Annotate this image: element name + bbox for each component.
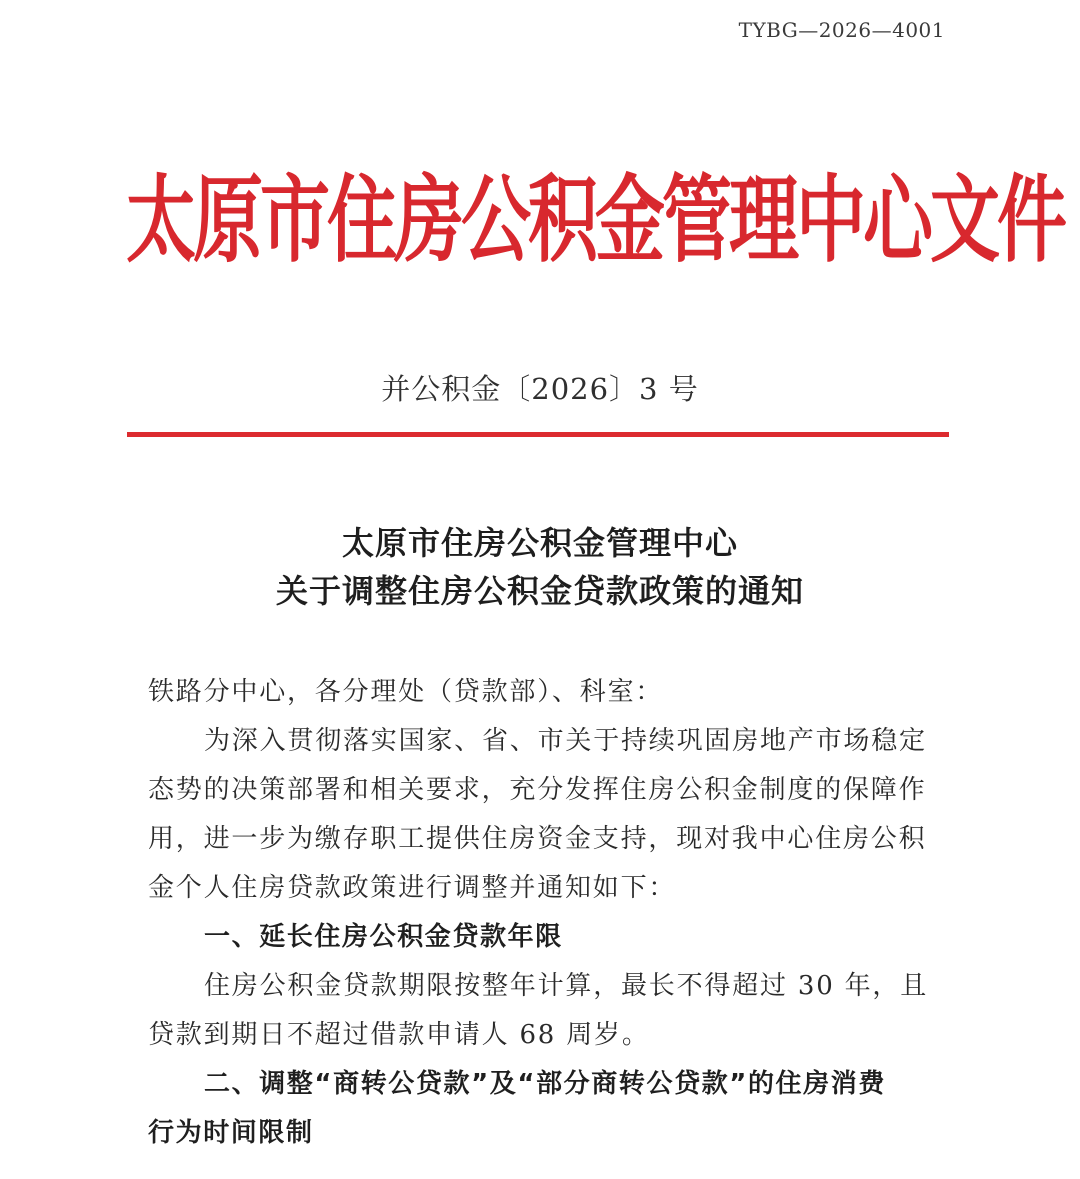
intro-line: 态势的决策部署和相关要求，充分发挥住房公积金制度的保障作 bbox=[148, 775, 927, 805]
section-1-heading: 一、延长住房公积金贷款年限 bbox=[204, 922, 563, 952]
document-code: TYBG—2026—4001 bbox=[738, 18, 945, 42]
section-2-heading-line: 行为时间限制 bbox=[148, 1118, 314, 1148]
red-divider-line bbox=[127, 432, 949, 437]
section-1-text-line: 贷款到期日不超过借款申请人 68 周岁。 bbox=[148, 1020, 650, 1050]
document-number: 并公积金〔2026〕3 号 bbox=[381, 372, 699, 406]
section-1-text-line: 住房公积金贷款期限按整年计算，最长不得超过 30 年，且 bbox=[204, 971, 929, 1001]
notice-title-line-2: 关于调整住房公积金贷款政策的通知 bbox=[275, 572, 804, 610]
intro-line: 用，进一步为缴存职工提供住房资金支持，现对我中心住房公积 bbox=[148, 824, 927, 854]
intro-line: 为深入贯彻落实国家、省、市关于持续巩固房地产市场稳定 bbox=[204, 726, 927, 756]
intro-line: 金个人住房贷款政策进行调整并通知如下： bbox=[148, 873, 677, 903]
section-2-heading-line: 二、调整“商转公贷款”及“部分商转公贷款”的住房消费 bbox=[204, 1069, 886, 1099]
document-masthead: 太原市住房公积金管理中心文件 bbox=[126, 164, 1064, 276]
notice-title-line-1: 太原市住房公积金管理中心 bbox=[341, 524, 738, 562]
notice-body bbox=[148, 668, 948, 1158]
salutation: 铁路分中心，各分理处（贷款部）、科室： bbox=[148, 677, 664, 707]
